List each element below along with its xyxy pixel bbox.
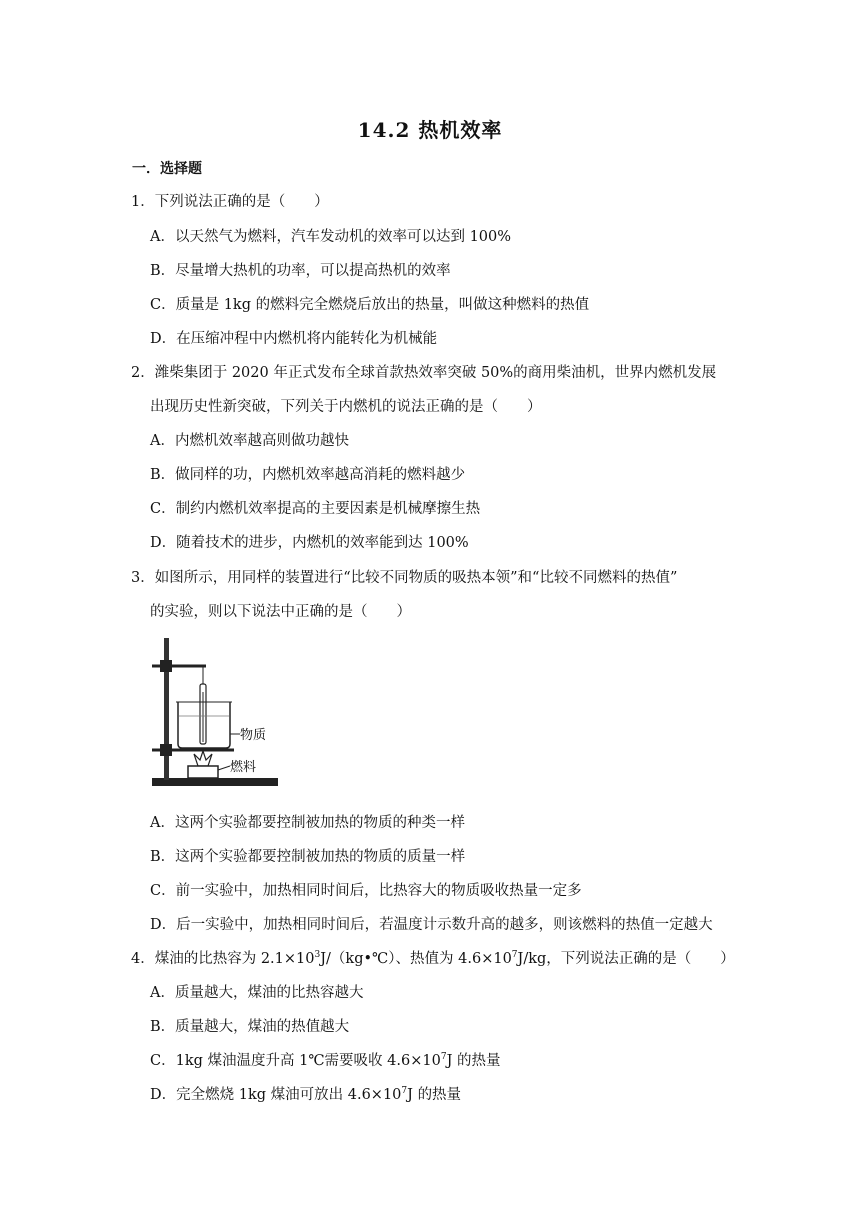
question-4-stem: 4．煤油的比热容为 $2.1\times 10^3J/(kg•℃)$、热值为 $4.6\times 10^7J/kg$，下列说法正确的是（ ） (131, 950, 735, 967)
question-2-option-d: D．随着技术的进步，内燃机的效率能到达 100% (150, 535, 469, 551)
question-4-option-b: B．质量越大，煤油的热值越大 (150, 1019, 350, 1035)
question-2-option-c: C．制约内燃机效率提高的主要因素是机械摩擦生热 (150, 501, 481, 517)
question-1-option-c: C．质量是 1kg 的燃料完全燃烧后放出的热量，叫做这种燃料的热值 (150, 297, 590, 313)
question-1-option-a: A．以天然气为燃料，汽车发动机的效率可以达到 100% (150, 229, 512, 245)
burner (188, 766, 218, 778)
question-3-option-b: B．这两个实验都要控制被加热的物质的质量一样 (150, 849, 466, 865)
experiment-apparatus-figure (150, 630, 280, 790)
section-heading: 一．选择题 (132, 161, 202, 177)
question-2-stem-line-2: 出现历史性新突破，下列关于内燃机的说法正确的是（ ） (150, 399, 542, 415)
question-3-option-d: D．后一实验中，加热相同时间后，若温度计示数升高的越多，则该燃料的热值一定越大 (150, 917, 713, 933)
question-3-option-a: A．这两个实验都要控制被加热的物质的种类一样 (150, 815, 465, 831)
question-2-stem-line-1: 2．潍柴集团于 2020 年正式发布全球首款热效率突破 50%的商用柴油机，世界内燃机发展 (131, 365, 717, 381)
question-3-stem-line-1: 3．如图所示，用同样的装置进行“比较不同物质的吸热本领”和“比较不同燃料的热值” (131, 570, 678, 586)
question-2-option-a: A．内燃机效率越高则做功越快 (150, 433, 349, 449)
question-3-option-c: C．前一实验中，加热相同时间后，比热容大的物质吸收热量一定多 (150, 883, 582, 899)
stand-rod (164, 638, 169, 780)
page-title: 14.2 热机效率 (357, 118, 503, 142)
stand-base (152, 778, 278, 786)
question-1-stem: 1．下列说法正确的是（ ） (131, 194, 329, 210)
question-1-option-d: D．在压缩冲程中内燃机将内能转化为机械能 (150, 331, 438, 347)
question-4-option-d: D．完全燃烧 1kg 煤油可放出 $4.6\times 10^7J$ 的热量 (150, 1086, 462, 1103)
label-substance: 物质 (240, 728, 267, 743)
question-1-option-b: B．尽量增大热机的功率，可以提高热机的效率 (150, 263, 451, 279)
question-4-option-a: A．质量越大，煤油的比热容越大 (150, 985, 364, 1001)
label-fuel: 燃料 (230, 760, 257, 775)
question-3-stem-line-2: 的实验，则以下说法中正确的是（ ） (150, 604, 411, 620)
question-4-option-c: C．1kg 煤油温度升高 1℃需要吸收 $4.6\times 10^7J$ 的热量 (150, 1052, 501, 1069)
flame (194, 751, 212, 766)
question-2-option-b: B．做同样的功，内燃机效率越高消耗的燃料越少 (150, 467, 466, 483)
ring-clamp (160, 744, 172, 756)
top-clamp (160, 660, 172, 672)
